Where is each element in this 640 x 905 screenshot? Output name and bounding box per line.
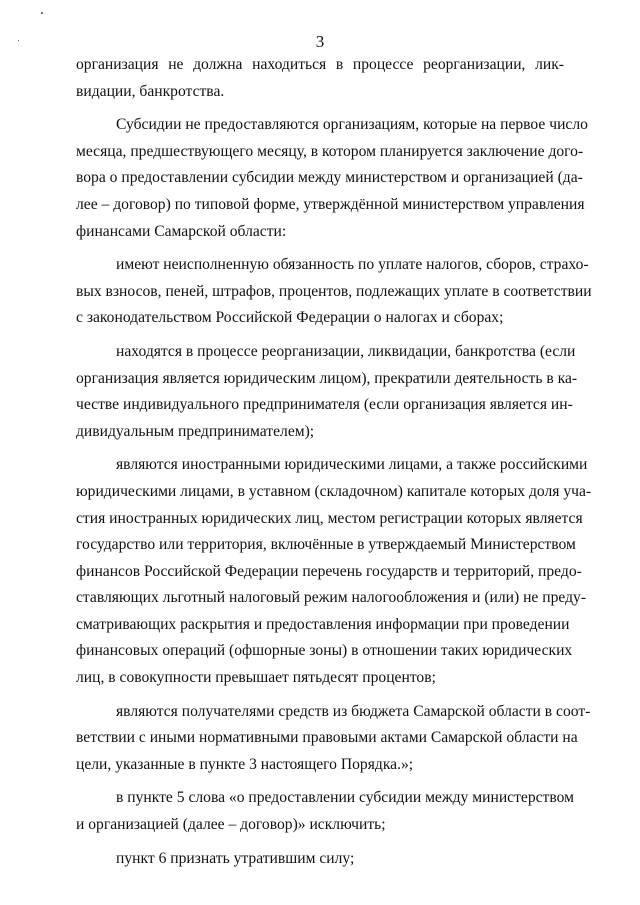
scan-artifact-dot — [41, 12, 43, 14]
text-line: в пункте 5 слова «о предоставлении субсидии между министерством — [116, 789, 574, 807]
text-line: вора о предоставлении субсидии между министерством и организацией (да- — [76, 169, 583, 187]
text-line: честве индивидуального предпринимателя (если организация является ин- — [76, 396, 573, 414]
text-line: организация является юридическим лицом), прекратили деятельность в ка- — [76, 369, 578, 387]
paragraph — [76, 112, 588, 245]
text-line: юридическими лицами, в уставном (складочном) капитале которых доля уча- — [76, 482, 592, 500]
paragraph — [76, 785, 574, 838]
text-line: финансами Самарской области: — [76, 222, 287, 240]
paragraph — [76, 699, 591, 779]
text-line: видации, банкротства. — [76, 82, 225, 100]
text-line: с законодательством Российской Федерации о налогах и сборах; — [76, 309, 504, 327]
text-line: Субсидии не предоставляются организациям, которые на первое число — [116, 116, 588, 134]
text-line: и организацией (далее – договор)» исключить; — [76, 816, 386, 834]
paragraph — [76, 452, 592, 691]
text-line: находятся в процессе реорганизации, ликвидации, банкротства (если — [116, 342, 576, 360]
text-line: государство или территория, включённые в утверждаемый Министерством — [76, 536, 576, 554]
paragraph — [76, 52, 564, 105]
text-line: организация не должна находиться в процессе реорганизации, лик- — [76, 56, 564, 73]
text-line: лее – договор) по типовой форме, утверждённой министерством управления — [76, 195, 585, 213]
text-line: сматривающих раскрытия и предоставления информации при проведении — [76, 615, 570, 633]
paragraph — [76, 339, 578, 445]
text-line: финансовых операций (офшорные зоны) в отношении таких юридических — [76, 642, 573, 660]
paragraph — [76, 252, 592, 332]
document-body — [76, 52, 592, 879]
text-line: ветствии с иными нормативными правовыми актами Самарской области на — [76, 729, 578, 747]
text-line: цели, указанные в пункте 3 настоящего Порядка.»; — [76, 755, 414, 773]
text-line: пункт 6 признать утратившим силу; — [116, 849, 355, 867]
text-line: являются получателями средств из бюджета Самарской области в соот- — [116, 702, 591, 720]
text-line: месяца, предшествующего месяцу, в котором планируется заключение дого- — [76, 142, 584, 160]
text-line: финансов Российской Федерации перечень государств и территорий, предо- — [76, 562, 582, 580]
text-line: являются иностранными юридическими лицами, а также российскими — [116, 456, 588, 474]
text-line: ставляющих льготный налоговый режим налогообложения и (или) не преду- — [76, 589, 587, 607]
text-line: вых взносов, пеней, штрафов, процентов, подлежащих уплате в соответствии — [76, 282, 592, 300]
text-line: стия иностранных юридических лиц, местом регистрации которых является — [76, 509, 583, 527]
page-number: 3 — [315, 32, 325, 51]
text-line: лиц, в совокупности превышает пятьдесят процентов; — [76, 669, 436, 687]
text-line: дивидуальным предпринимателем); — [76, 422, 315, 440]
text-line: имеют неисполненную обязанность по уплате налогов, сборов, страхо- — [116, 256, 589, 274]
paragraph — [76, 846, 564, 873]
